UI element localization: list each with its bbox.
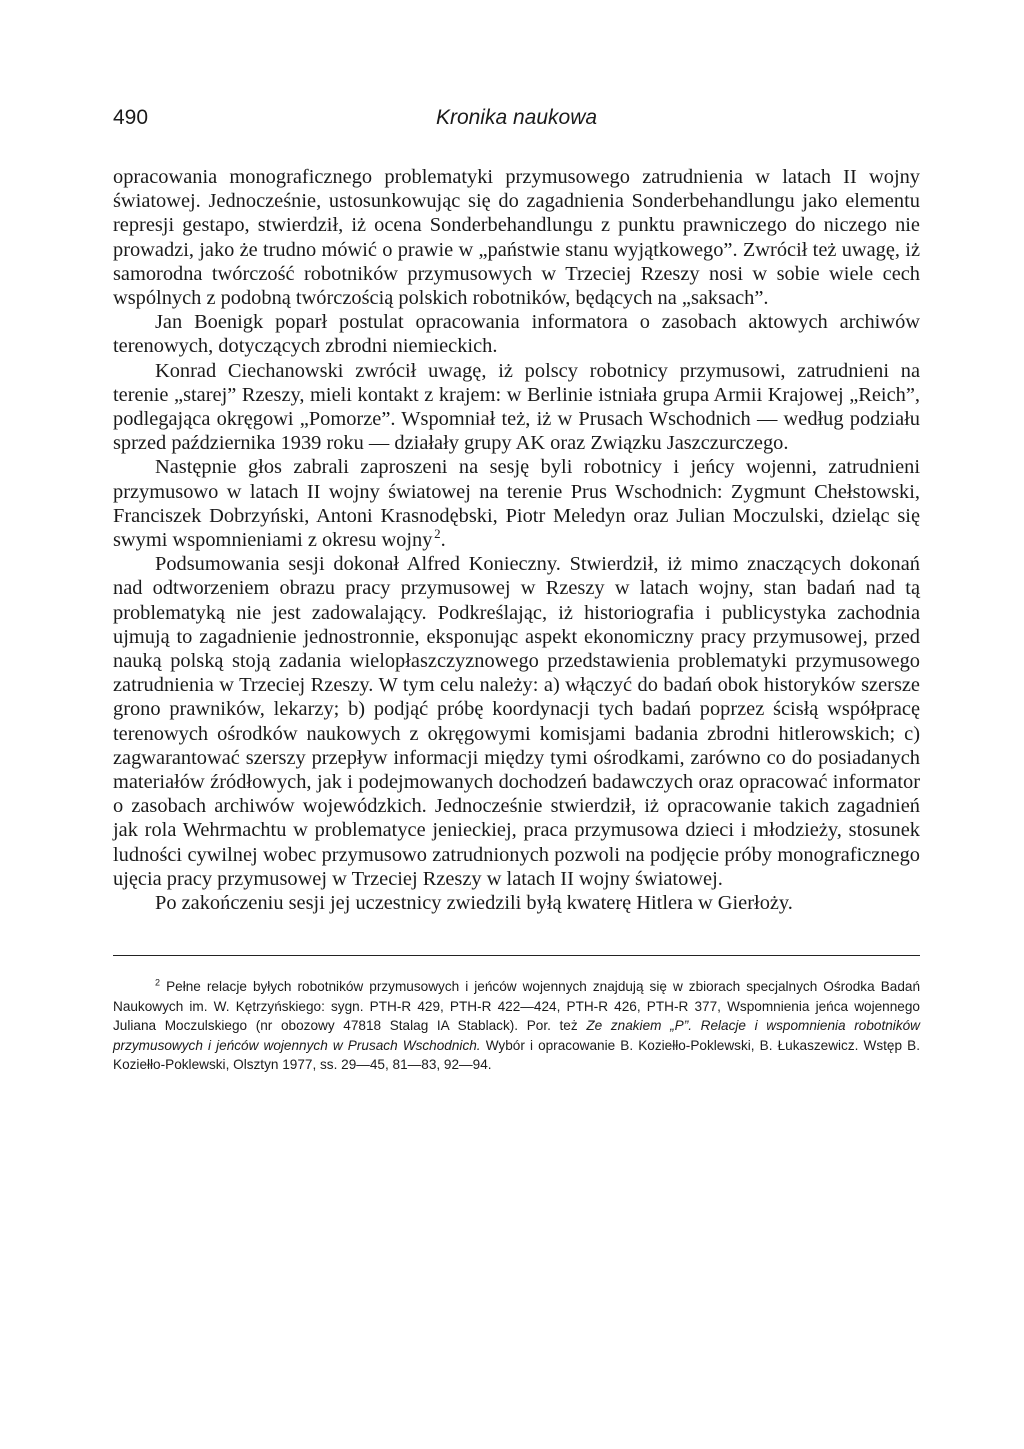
page-number: 490 xyxy=(113,106,149,129)
paragraph-witnesses-text: Następnie głos zabrali zaproszeni na sesję byli robotnicy i jeńcy wojenni, zatrudnieni przymusowo w latach II wojny światowej na terenie Prus Wschodnich: Zygmunt Chełstowski, Franciszek Dobrzyński, Antoni Krasnodębski, Piotr Meledyn oraz Julian Moczulski, dzieląc się swymi wspomnieniami z okresu wojny xyxy=(113,456,920,552)
paragraph-witnesses-end: . xyxy=(440,529,446,552)
paragraph-continuation: opracowania monograficznego problematyki przymusowego zatrudnienia w latach II wojny światowej. Jednocześnie, ustosunkowując się do zagadnienia Sonderbehandlungu jako elementu represji gestapo, stwierdził, iż ocena Sonderbehandlungu z punktu prawniczego do niczego nie prowadzi, jako że trudno mówić o prawie w „państwie stanu wyjątkowego”. Zwrócił też uwagę, iż samorodna twórczość robotników przymusowych w Trzeciej Rzeszy nosi w sobie wiele cech wspólnych z podobną twórczością polskich robotników, będących na „saksach”. xyxy=(113,166,920,310)
footnote-reference: 2 xyxy=(434,526,441,542)
paragraph-witnesses xyxy=(113,455,920,552)
footnotes xyxy=(113,977,920,1075)
body-text xyxy=(113,165,920,915)
running-title: Kronika naukowa xyxy=(435,106,598,129)
footnote-mark: 2 xyxy=(155,977,161,988)
paragraph-boenigk: Jan Boenigk poparł postulat opracowania informatora o zasobach aktowych archiwów terenowych, dotyczących zbrodni niemieckich. xyxy=(113,311,920,358)
page xyxy=(113,100,920,1075)
paragraph-ciechanowski: Konrad Ciechanowski zwrócił uwagę, iż polscy robotnicy przymusowi, zatrudnieni na terenie „starej” Rzeszy, mieli kontakt z krajem: w Berlinie istniała grupa Armii Krajowej „Reich”, podlegająca okręgowi „Pomorze”. Wspomniał też, iż w Prusach Wschodnich — według podziału sprzed października 1939 roku — działały grupy AK oraz Związku Jaszczurczego. xyxy=(113,359,920,455)
footnote-cited-title: Ze znakiem „P”. Relacje i wspomnienia robotników przymusowych i jeńców wojennych w Prusach Wschodnich. xyxy=(113,1018,920,1053)
footnote-text-1: Pełne relacje byłych robotników przymusowych i jeńców wojennych znajdują się w zbiorach specjalnych Ośrodka Badań Naukowych im. W. Kętrzyńskiego: sygn. PTH-R 429, PTH-R 422—424, PTH-R 426, PTH-R 377, Wspomnienia jeńca wojennego Juliana Moczulskiego (nr obozowy 47818 Stalag IA Stablack). Por. też xyxy=(113,979,921,1034)
running-head xyxy=(113,100,920,140)
footnote-divider xyxy=(113,955,920,956)
footnote-text-2: Wybór i opracowanie B. Koziełło-Poklewski, B. Łukaszewicz. Wstęp B. Koziełło-Poklewski, Olsztyn 1977, ss. 29—45, 81—83, 92—94. xyxy=(113,1037,920,1073)
footnote-2 xyxy=(113,977,920,1075)
paragraph-closing: Po zakończeniu sesji jej uczestnicy zwiedzili byłą kwaterę Hitlera w Gierłoży. xyxy=(155,892,793,915)
paragraph-summary: Podsumowania sesji dokonał Alfred Konieczny. Stwierdził, iż mimo znaczących dokonań nad odtworzeniem obrazu pracy przymusowej w Rzeszy w latach wojny, stan badań nad tą problematyką nie jest zadowalający. Podkreślając, iż historiografia i publicystyka zachodnia ujmują to zagadnienie jednostronnie, eksponując aspekt ekonomiczny pracy przymusowej, przed nauką polską stoją zadania wielopłaszczyznowego przedstawienia problematyki przymusowego zatrudnienia w Trzeciej Rzeszy. W tym celu należy: a) włączyć do badań obok historyków szersze grono prawników, lekarzy; b) podjąć próbę koordynacji tych badań poprzez ścisłą współpracę terenowych ośrodków naukowych z okręgowymi komisjami badania zbrodni hitlerowskich; c) zagwarantować szerszy przepływ informacji między tymi ośrodkami, zarówno co do posiadanych materiałów źródłowych, jak i podejmowanych dochodzeń badawczych oraz opracować informator o zasobach archiwów wojewódzkich. Jednocześnie stwierdził, iż opracowanie takich zagadnień jak rola Wehrmachtu w problematyce jenieckiej, praca przymusowa dzieci i młodzieży, stosunek ludności cywilnej wobec przymusowo zatrudnionych pozwoli na podjęcie próby monograficznego ujęcia pracy przymusowej w Trzeciej Rzeszy w latach II wojny światowej. xyxy=(113,553,920,890)
